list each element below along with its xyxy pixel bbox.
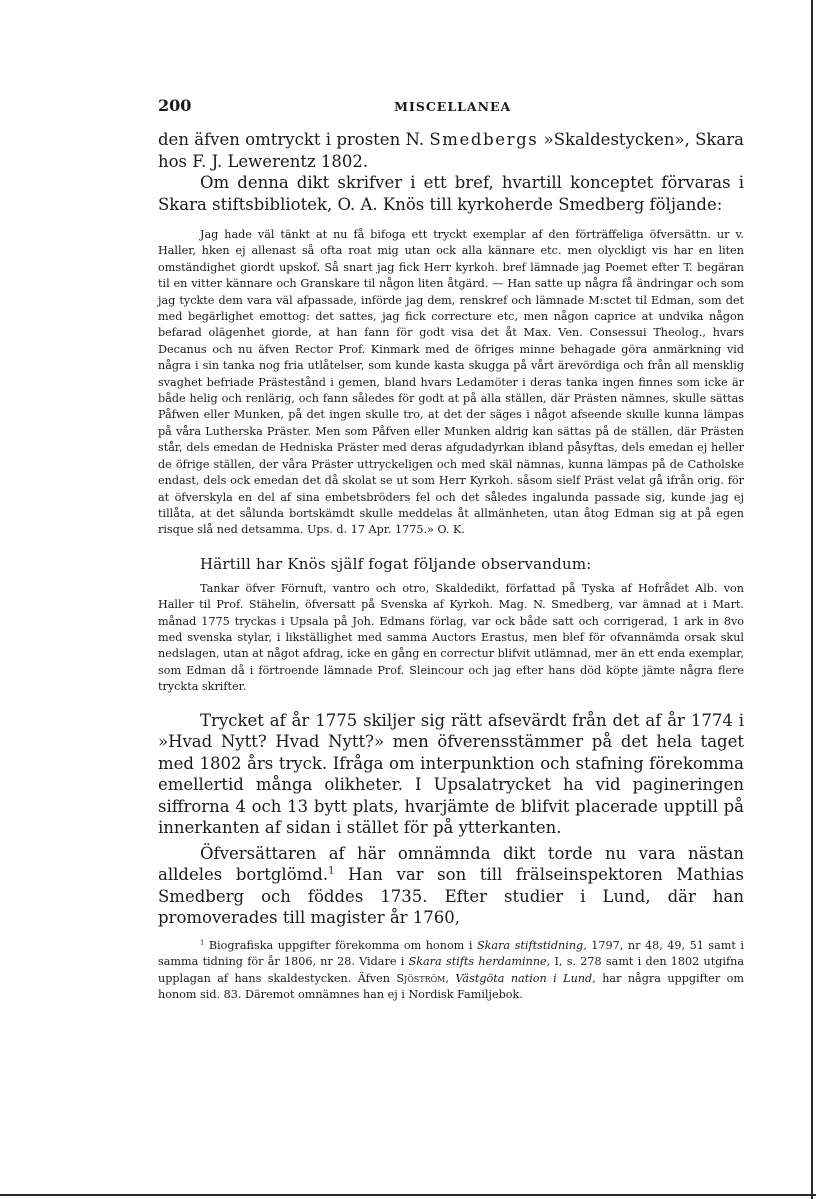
letter-quote: Jag hade väl tänkt at nu få bifoga ett tryckt exemplar af den förträffeliga öfversättn. ur v. Haller, hken ej allenast så ofta roat mig utan ock alla kännare etc. men olyckligt vis har en liten omständighet giordt upskof. Så snart jag fick Herr kyrkoh. bref lämnade jag Poemet efter T. begäran til en vitter kännare och Granskare til någon liten åtgärd. — Han satte up några få ändringar och som jag tyckte dem vara väl afpassade, införde jag dem, renskref och lämnade M:sctet til Edman, som det med begärlighet emottog: det sattes, jag fick correcture etc, men någon caprice at undvika någon befarad olägenhet giorde, at han fann för godt visa det åt Max. Ven. Consessui Theolog., hvars Decanus och nu äfven Rector Prof. Kinmark med de öfriges minne behagade göra anmärkning vid några i sin tanka nog fria utlåtelser, som kunde kasta skugga på vårt ärevördiga och från all mensklig svaghet befriade Prästestånd i gemen, bland hvars Ledamöter i deras tanka ingen finnes som icke är både helig och renlärig, och fann således för godt at på alla ställen, där Prästen nämnes, skulle sättas Påfwen eller Munken, på det ingen skulle tro, at det der säges i något afseende skulle kunna lämpas på våra Lutherska Präster. Men som Påfven eller Munken aldrig kan sättas på de ställen, där Prästen står, dels emedan de Hedniska Präster med deras afgudadyrkan ibland påsyftas, dels emedan ej heller de öfrige ställen, der våra Präster uttryckeligen och med skäl nämnas, kunna lämpas på de Catholske endast, dels ock emedan det då skolat se ut som Herr Kyrkoh. såsom sielf Präst velat gå ifrån orig. för at öfverskyla en del af sina embetsbröders fel och det således ingalunda passade sig, kunde jag ej tillåta, at det sålunda bortskämdt skulle meddelas åt allmänheten, utan åtog Edman sig at på egen risque slå ned detsamma. Ups. d. 17 Apr. 1775.» O. K.: [158, 228, 744, 537]
fn-text-4: har några uppgifter om honom sid. 83. Däremot omnämnes han ej i Nordisk Familjebok.: [158, 971, 744, 1002]
intro-text-a: den äfven omtryckt i prosten N.: [158, 130, 430, 149]
page-header: [158, 96, 744, 115]
main-paragraph-2: [158, 843, 744, 929]
fn-smallcaps: Sjöström,: [396, 971, 449, 985]
intro-paragraph-2: Om denna dikt skrifver i ett bref, hvartill konceptet förvaras i Skara stiftsbibliotek, O. A. Knös till kyrkoherde Smedberg följande:: [158, 173, 744, 214]
observandum-text: Tankar öfver Förnuft, vantro och otro, Skaldedikt, författad på Tyska af Hofrådet Alb. von Haller til Prof. Stähelin, öfversatt på Svenska af Kyrkoh. Mag. N. Smedberg, var ämnad at i Mart. månad 1775 tryckas i Upsala på Joh. Edmans förlag, var ock både satt och corrigerad, 1 ark in 8vo med svenska stylar, i likställighet med samma Auctors Erastus, men blef för ofvannämda orsak skul nedslagen, utan at något afdrag, icke en gång en correctur blifvit utlämnad, mer än ett enda exemplar, som Edman då i förtroende lämnade Prof. Sleincour och jag efter hans död köpte jämte några flere tryckta skrifter.: [158, 581, 744, 694]
observandum-heading: Härtill har Knös själf fogat följande observandum:: [200, 554, 592, 573]
scan-edge-bottom: [0, 1194, 816, 1196]
running-head: MISCELLANEA: [394, 99, 512, 114]
intro-paragraph-1: [158, 129, 744, 172]
fn-text-3: I, s. 278 samt i den 1802 utgifna upplagan af hans skaldestycken. Äfven: [158, 955, 744, 985]
fn-italic-2: Skara stifts herdaminne,: [408, 955, 551, 969]
fn-text-2: 1797, nr 48, 49, 51 samt i samma tidning för år 1806, nr 28. Vidare i: [158, 938, 745, 969]
spacer: [158, 696, 744, 710]
footnote-reference: 1: [328, 865, 335, 877]
main-p2-text-a: Öfversättaren af här omnämnda dikt torde nu vara nästan alldeles bortglömd.: [158, 843, 744, 885]
main-paragraph-1: Trycket af år 1775 skiljer sig rätt afsevärdt från det af år 1774 i »Hvad Nytt? Hvad Nytt?» men öfverensstämmer på det hela taget med 1802 års tryck. Ifråga om interpunktion och stafning förekomma emellertid många olikheter. I Upsalatrycket ha vid pagineringen siffrorna 4 och 13 bytt plats, hvarjämte de blifvit placerade upptill på innerkanten af sidan i stället för på ytterkanten.: [158, 710, 744, 838]
footnote: [158, 938, 744, 1004]
page-number: 200: [158, 96, 192, 115]
main-p2-text-b: Han var son till frälseinspektoren Mathias Smedberg och föddes 1735. Efter studier i Lund, där han promoverades till magister år 1760,: [158, 865, 745, 928]
fn-text-1: Biografiska uppgifter förekomma om honom i: [208, 938, 477, 952]
footnote-mark: 1: [200, 937, 205, 946]
scan-edge-right: [811, 0, 813, 1199]
fn-italic-1: Skara stiftstidning,: [476, 938, 587, 952]
page-content: [158, 96, 744, 1004]
fn-italic-3: Västgöta nation i Lund,: [455, 971, 596, 985]
intro-text-b: »Skaldestycken», Skara hos F. J. Lewerentz 1802.: [158, 130, 744, 171]
intro-name-spaced: Smedbergs: [429, 130, 539, 149]
